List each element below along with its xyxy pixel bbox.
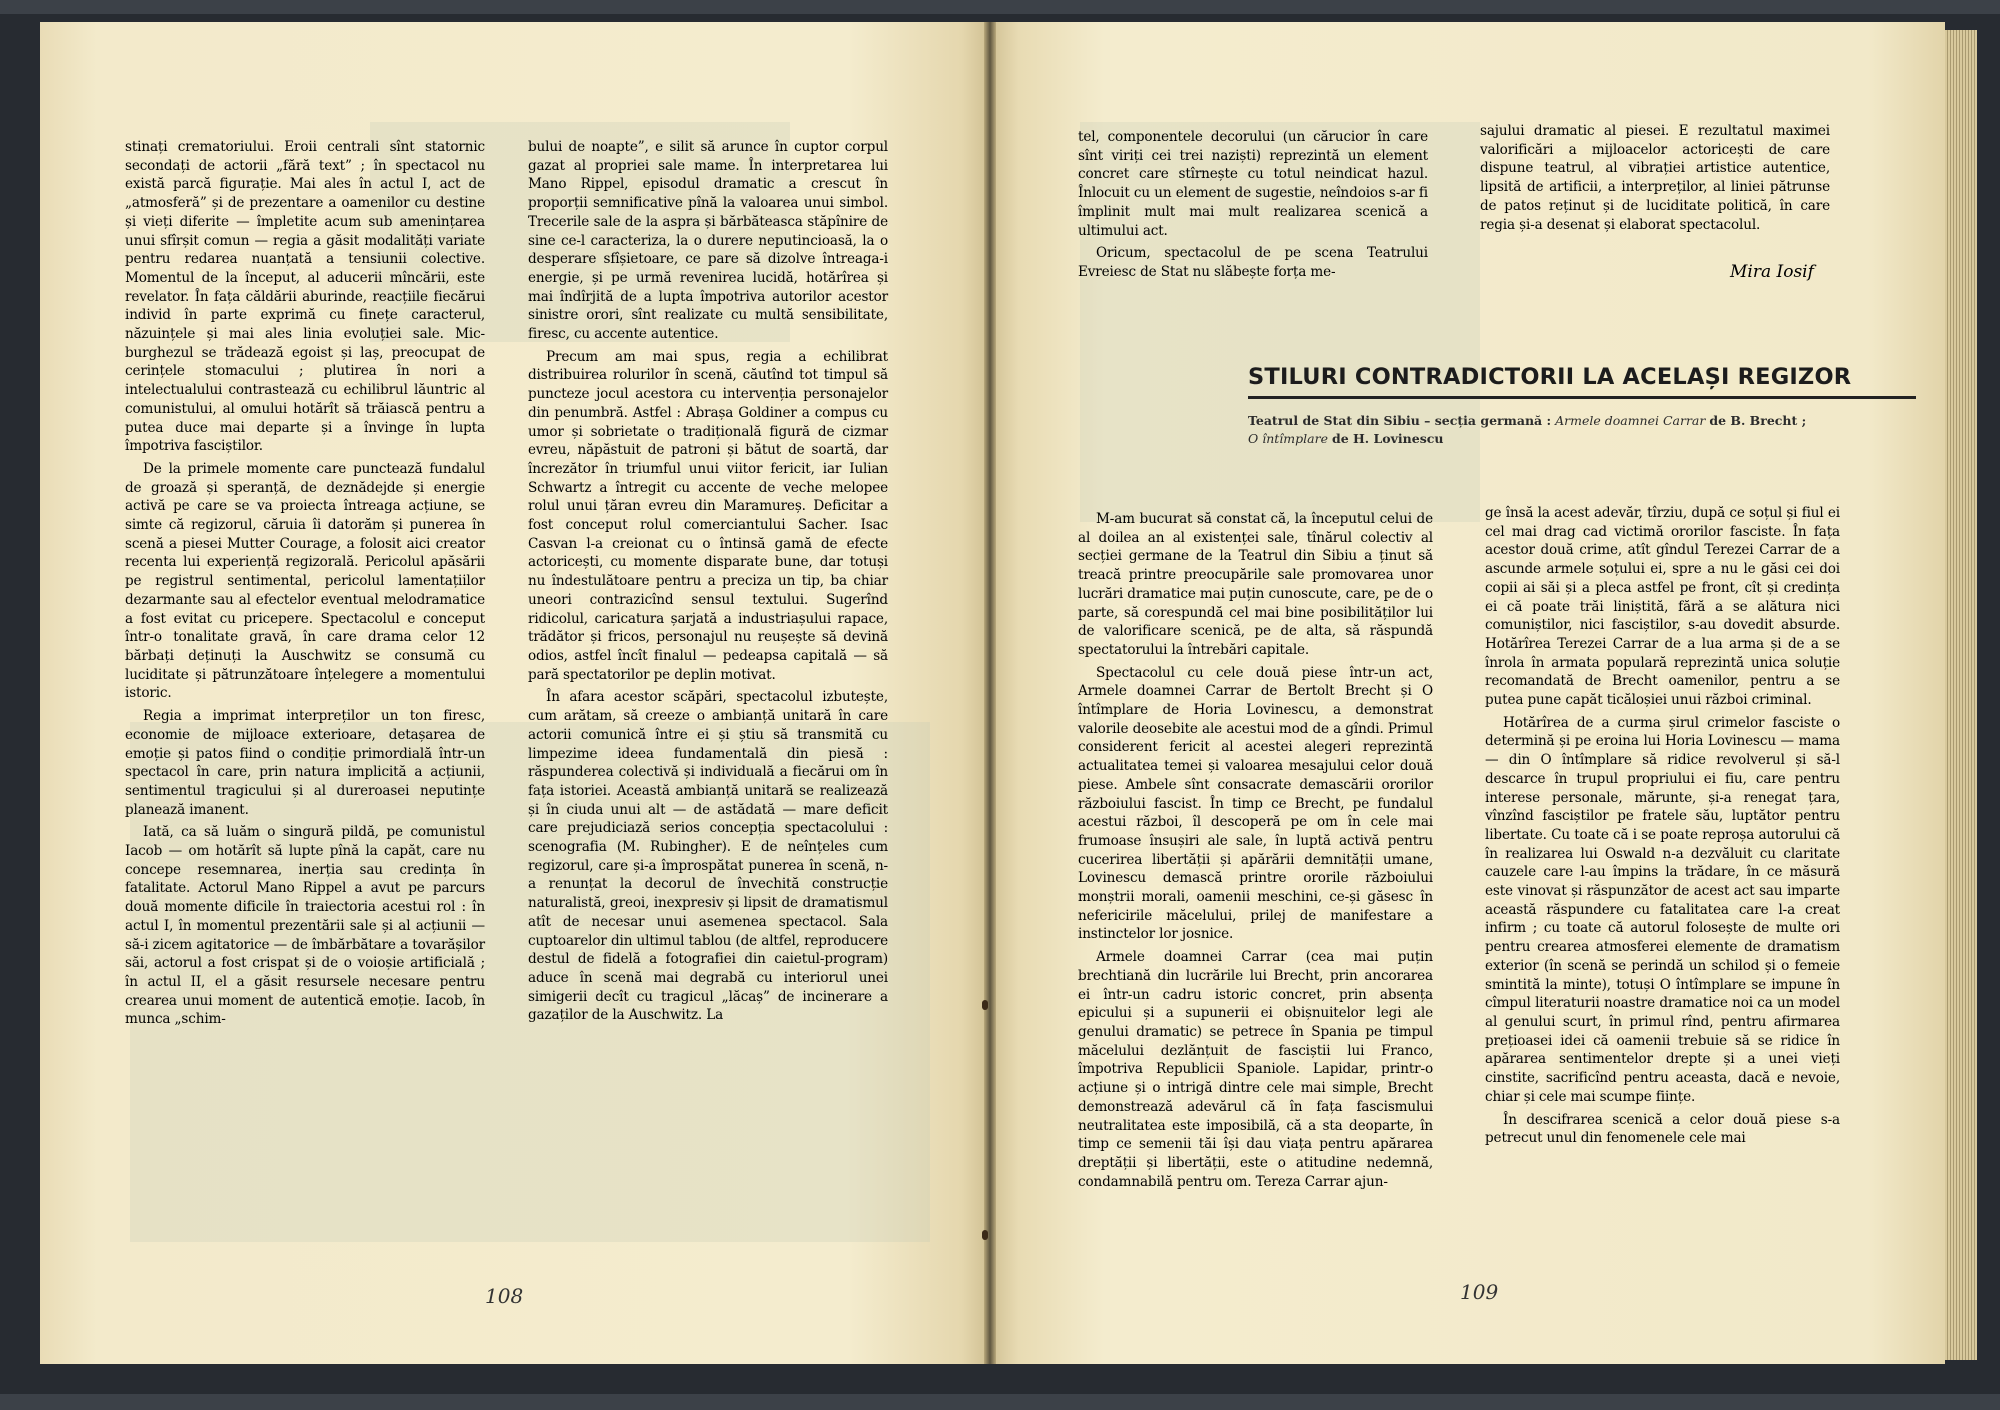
- binding-stitch: [982, 1230, 988, 1240]
- paragraph: În descifrarea scenică a celor două piese s-a petrecut unul din fenomenele cele mai: [1485, 1111, 1840, 1147]
- subtitle-author-2: de H. Lovinescu: [1331, 431, 1444, 446]
- subtitle-play-1: Armele doamnei Carrar: [1555, 413, 1706, 428]
- paragraph: Oricum, spectacolul de pe scena Teatrului Evreiesc de Stat nu slăbește forța me-: [1078, 245, 1428, 280]
- right-column-2-top: [1480, 122, 1830, 234]
- right-column-1-top: [1078, 128, 1428, 282]
- title-rule: [1248, 396, 1916, 399]
- page-number: 108: [485, 1284, 524, 1308]
- subtitle-author-1: de B. Brecht ;: [1709, 413, 1807, 428]
- paragraph: Hotărîrea de a curma șirul crimelor fasciste o determină și pe eroina lui Horia Lovinescu — mama — din O întîmplare să ridice revolverul și să-l descarce în trupul propriului ei fiu, care pentru interese personale, mărunte, și-a renegat țara, vînzînd fasciștilor pe fratele său, luptător pentru libertate. Cu toate că i se poate reproșa autorului că în realizarea lui Oswald n-a dezvăluit cu claritate cauzele care l-au împins la trădare, în ce măsură este vinovat și răspunzător de acest act sau imparte această răspundere cu fatalitatea care l-a creat infirm ; cu toate că autorul folosește de multe ori pentru crearea atmosferei elemente de dramatism exterior (în scenă se perindă un schilod și o femeie smintită la minte), totuși O întîmplare se impune în cîmpul literaturii noastre dramatice noi ca un model al genului scurt, în primul rînd, pentru afirmarea prețioasei idei că oamenii trebuie să se ridice în apărarea sentimentelor drepte și a unei vieți cinstite, sacrificînd pentru aceasta, dacă e nevoie, chiar și cele mai scumpe ființe.: [1485, 714, 1840, 1105]
- article-subtitle: [1248, 412, 1838, 448]
- page-edges: [1945, 30, 1977, 1360]
- paragraph: bului de noapte”, e silit să arunce în cuptor corpul gazat al propriei sale mame. În interpretarea lui Mano Rippel, episodul dramatic a crescut în proporții semnificative pînă la valoarea unui simbol. Trecerile sale de la aspra și bărbăteasca stăpînire de sine ce-l caracteriza, la o durere neputincioasă, la o desperare sfîșietoare, ce pare să dizolve întreaga-i energie, și pe urmă revenirea lucidă, hotărîrea și mai îndîrjită de a lupta împotriva autorilor acestor sinistre orori, sînt realizate cu multă sensibilitate, firesc, cu accente autentice.: [528, 139, 888, 343]
- paragraph: Precum am mai spus, regia a echilibrat distribuirea rolurilor în scenă, căutînd tot timpul să puncteze jocul acestora cu intervenția personajelor din penumbră. Astfel : Abrașa Goldiner a compus cu umor și sobrietate o tradițională figură de cizmar evreu, năpăstuit de patroni și bătut de soartă, dar încrezător în triumful unui viitor fericit, iar Iulian Schwartz a întregit cu accente de veche melopee rolul unui țăran evreu din Maramureș. Deficitar a fost conceput rolul comerciantului Sacher. Isac Casvan l-a creionat cu o întinsă gamă de efecte actoricești, cu momente disparate bune, dar totuși nu îndestulătoare pentru a preciza un tip, ba chiar uneori contrazicînd sensul textului. Sugerînd ridicolul, caricatura șarjată a industriașului rapace, trădător și fricos, personajul nu reușește să devină odios, astfel încît finalul — pedeapsa capitală — să pară spectatorilor pe deplin motivat.: [528, 348, 888, 683]
- paragraph: Regia a imprimat interpreților un ton firesc, economie de mijloace exterioare, detașarea de emoție și patos fiind o condiție primordială într-un spectacol în care, prin natura implicită a acțiunii, sentimentul tragicului și al dureroasei neputințe planează imanent.: [125, 708, 485, 818]
- book-gutter: [984, 22, 996, 1364]
- paragraph: Spectacolul cu cele două piese într-un act, Armele doamnei Carrar de Bertolt Brecht și O întîmplare de Horia Lovinescu, a demonstrat valorile deosebite ale acestui mod de a gîndi. Primul considerent fericit al acestei alegeri reprezintă actualitatea temei și valoarea mesajului celor două piese. Ambele sînt consacrate demascării ororilor războiului fascist. În timp ce Brecht, pe fundalul acestui război, îl descoperă pe om în cele mai frumoase însușiri ale sale, în luptă activă pentru cucerirea libertății și apărării demnității umane, Lovinescu demască printre ororile războiului monștrii morali, oamenii meschini, ce-și găsesc în nefericirile măcelului, prilej de manifestare a instinctelor lor josnice.: [1078, 664, 1433, 943]
- left-column-2: [528, 138, 888, 1025]
- right-column-2: [1485, 504, 1840, 1148]
- right-column-1: [1078, 510, 1433, 1191]
- paragraph: Armele doamnei Carrar (cea mai puțin brechtiană din lucrările lui Brecht, prin ancorarea ei într-un cadru istoric concret, prin absența epicului și a supunerii ei obișnuitelor legi ale genului dramatic) se petrece în Spania pe timpul măcelului dezlănțuit de fasciștii lui Franco, împotriva Republicii Spaniole. Lapidar, printr-o acțiune și o intrigă dintre cele mai simple, Brecht demonstrează adevărul că în fața fascismului neutralitatea este imposibilă, că a sta deoparte, în timp ce semenii tăi își dau viața pentru apărarea dreptății și libertății, este o atitudine nedemnă, condamnabilă pentru om. Tereza Carrar ajun-: [1078, 949, 1433, 1190]
- binding-stitch: [982, 1000, 988, 1010]
- subtitle-theatre: Teatrul de Stat din Sibiu – secția germană :: [1248, 413, 1552, 428]
- paragraph: Iată, ca să luăm o singură pildă, pe comunistul Iacob — om hotărît să lupte pînă la capăt, care nu concepe resemnarea, inerția sau credința în fatalitate. Actorul Mano Rippel a avut pe parcurs două momente dificile în traiectoria acestui rol : în actul I, în momentul prezentării sale și al acțiunii — să-i zicem agitatorice — de îmbărbătare a tovarășilor săi, actorul a fost crispat și de o voioșie artificială ; în actul II, el a găsit resursele necesare pentru crearea unui moment de autentică emoție. Iacob, în munca „schim-: [125, 824, 485, 1028]
- subtitle-play-2: O întîmplare: [1248, 431, 1328, 446]
- paragraph: tel, componentele decorului (un cărucior în care sînt viriți cei trei naziști) reprezintă un element concret care stîrnește cu totul neindicat hazul. Înlocuit cu un element de sugestie, neîndoios s-ar fi împlinit mult mai mult realizarea scenică a ultimului act.: [1078, 129, 1428, 239]
- paragraph: De la primele momente care punctează fundalul de groază și speranță, de deznădejde și energie activă pe care se va proiecta întreaga acțiune, se simte că regizorul, căruia îi datorăm și punerea în scenă a piesei Mutter Courage, a folosit aici creator recenta lui experiență regizorală. Pericolul apăsării pe registrul sentimental, pericolul lamentațiilor dezarmante sau al efectelor eventual melodramatice a fost evitat cu pricepere. Spectacolul e conceput într-o tonalitate gravă, în care drama celor 12 bărbați deținuți la Auschwitz se consumă cu luciditate și pătrunzătoare înțelegere a momentului istoric.: [125, 460, 485, 702]
- paragraph: stinați crematoriului. Eroii centrali sînt statornic secondați de actorii „fără text” ; în spectacol nu există parcă figurație. Mai ales în actul I, act de „atmosferă” și de prezentare a oamenilor cu destine și vieți diferite — împletite acum sub amenințarea unui sfîrșit comun — regia a găsit modalități variate pentru redarea nuanțată a tensiunii colective. Momentul de la început, al aducerii mîncării, este revelator. În fața căldării aburinde, reacțiile fiecărui individ în parte exprimă cu finețe caracterul, năzuințele și mai ales linia evoluției sale. Mic-burghezul se trădează egoist și laș, preocupat de cerințele stomacului ; plutirea în nori a intelectualului contrastează cu echilibrul lăuntric al comunistului, al omului hotărît să trăiască pentru a putea duce mai departe și a învinge în lupta împotriva fasciștilor.: [125, 139, 485, 455]
- article-title: STILURI CONTRADICTORII LA ACELAȘI REGIZOR: [1248, 364, 1852, 390]
- paragraph: sajului dramatic al piesei. E rezultatul maximei valorificări a mijloacelor actoricești de care dispune teatrul, al vibrației artistice autentice, lipsită de artificii, a interpreților, al liniei pătrunse de patos reținut și de luciditate politică, în care regia și-a desenat și elaborat spectacolul.: [1480, 123, 1830, 233]
- page-number: 109: [1460, 1280, 1499, 1304]
- author-signature: Mira Iosif: [1730, 262, 1814, 282]
- paragraph: M-am bucurat să constat că, la începutul celui de al doilea an al existenței sale, tînărul colectiv al secției germane de la Teatrul din Sibiu a ținut să treacă printre preocupările sale promovarea unor lucrări dramatice mai puțin cunoscute, care, pe de o parte, să corespundă cel mai bine posibilităților lui de valorificare scenică, pe de alta, să răspundă spectatorului la întrebări capitale.: [1078, 511, 1433, 658]
- paragraph: ge însă la acest adevăr, tîrziu, după ce soțul și fiul ei cel mai drag cad victimă ororilor fasciste. În fața acestor două crime, atît gîndul Terezei Carrar de a ascunde armele soțului ei, spre a nu le găsi cei doi copii ai săi și a pleca astfel pe front, cît și credința ei că poate trăi liniștită, fără a se alătura nici comuniștilor, nici fasciștilor, s-au dovedit absurde. Hotărîrea Terezei Carrar de a lua arma și de a se înrola în armata populară reprezintă unica soluție recomandată de Brecht oamenilor, pentru a se putea pune capăt ticăloșiei unui război criminal.: [1485, 505, 1840, 709]
- left-column-1: [125, 138, 485, 1029]
- paragraph: În afara acestor scăpări, spectacolul izbutește, cum arătam, să creeze o ambianță unitară în care actorii comunică între ei și știu să transmită cu limpezime ideea fundamentală din piesă : răspunderea colectivă și individuală a fiecărui om în fața istoriei. Această ambianță unitară se realizează și în ciuda unui alt — de astădată — mare deficit care prejudiciază serios concepția spectacolului : scenografia (M. Rubingher). E de neînțeles cum regizorul, care și-a împrospătat punerea în scenă, n-a renunțat la decorul de învechită construcție naturalistă, greoi, inexpresiv și lipsit de dramatismul atît de necesar unui asemenea spectacol. Sala cuptoarelor din ultimul tablou (de altfel, reproducere destul de fidelă a fotografiei din caietul-program) aduce în scenă mai degrabă cu interiorul unei simigerii decît cu tragicul „lăcaș” de incinerare a gazaților de la Auschwitz. La: [528, 689, 888, 1024]
